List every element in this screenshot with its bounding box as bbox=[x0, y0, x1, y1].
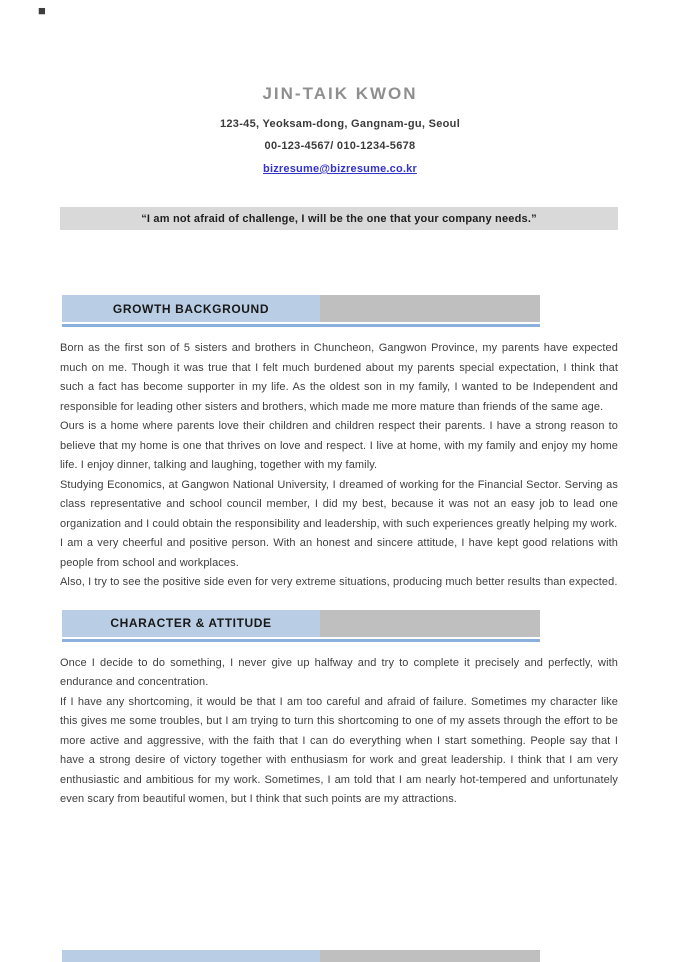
section-header-fill bbox=[320, 295, 540, 322]
email-line bbox=[0, 159, 680, 177]
body-paragraph: Ours is a home where parents love their children and children respect their parents. I have a strong reason to believe that my home is one that thrives on love and respect. I live at home, with my family and enjoy my home life. I enjoy dinner, talking and laughing, together with my family. bbox=[60, 420, 618, 471]
section-title: CHARACTER & ATTITUDE bbox=[110, 616, 272, 630]
section-character-attitude bbox=[0, 610, 680, 810]
black-square-icon: ■ bbox=[38, 3, 46, 18]
section-title: GROWTH BACKGROUND bbox=[112, 301, 270, 316]
body-paragraph: Studying Economics, at Gangwon National University, I dreamed of working for the Financial Sector. Serving as class representative and school council member, I did my best, because it was not an easy job to lead one organization and I could obtain the responsibility and leadership, with such experiences greatly helping my work. bbox=[60, 478, 618, 530]
section-body bbox=[60, 339, 618, 593]
phone-line: 00-123-4567/ 010-1234-5678 bbox=[264, 140, 416, 152]
section-header-growth-background bbox=[62, 295, 540, 322]
section-underline bbox=[62, 639, 540, 642]
body-paragraph: If I have any shortcoming, it would be that I am too careful and afraid of failure. Sometimes my character like this gives me some troubles, but I am trying to turn this shortcoming to one of my assets through the effort to be more active and aggressive, with the faith that I can do everything when I start something. People say that I have a strong desire of victory together with enthusiasm for work and great leadership. I think that I am very enthusiastic and ambitious for my work. Sometimes, I am told that I am nearly hot-tempered and unfortunately even scary from beautiful women, but I think that such points are my attractions. bbox=[60, 695, 618, 805]
body-paragraph: Born as the first son of 5 sisters and brothers in Chuncheon, Gangwon Province, my parents have expected much on me. Though it was true that I felt much burdened about my parents special expectation, I think that such a fact has become supporter in my life. As the oldest son in my family, I wanted to be Independent and responsible for leading other sisters and brothers, which made me more mature than friends of the same age. bbox=[60, 342, 618, 413]
section-title-cell bbox=[62, 950, 320, 962]
section-title-cell bbox=[62, 610, 320, 637]
section-body bbox=[60, 654, 618, 810]
body-paragraph: Once I decide to do something, I never give up halfway and try to complete it precisely and perfectly, with endurance and concentration. bbox=[60, 656, 618, 688]
quote-text: “I am not afraid of challenge, I will be the one that your company needs.” bbox=[141, 212, 537, 225]
section-header-fill bbox=[320, 610, 540, 637]
section-growth-background bbox=[0, 295, 680, 593]
quote-banner bbox=[60, 207, 618, 230]
next-section-header-partial bbox=[62, 950, 540, 962]
section-header-character-attitude bbox=[62, 610, 540, 637]
body-paragraph: Also, I try to see the positive side even for very extreme situations, producing much better results than expected. bbox=[60, 576, 618, 588]
address-line: 123-45, Yeoksam-dong, Gangnam-gu, Seoul bbox=[219, 118, 461, 130]
section-header-fill bbox=[320, 950, 540, 962]
resume-header bbox=[0, 0, 680, 177]
body-paragraph: I am a very cheerful and positive person. With an honest and sincere attitude, I have kept good relations with people from school and workplaces. bbox=[60, 537, 618, 569]
email-link[interactable]: bizresume@bizresume.co.kr bbox=[263, 163, 417, 175]
section-title-cell bbox=[62, 295, 320, 322]
applicant-name: JIN-TAIK KWON bbox=[262, 84, 418, 103]
section-underline bbox=[62, 324, 540, 327]
